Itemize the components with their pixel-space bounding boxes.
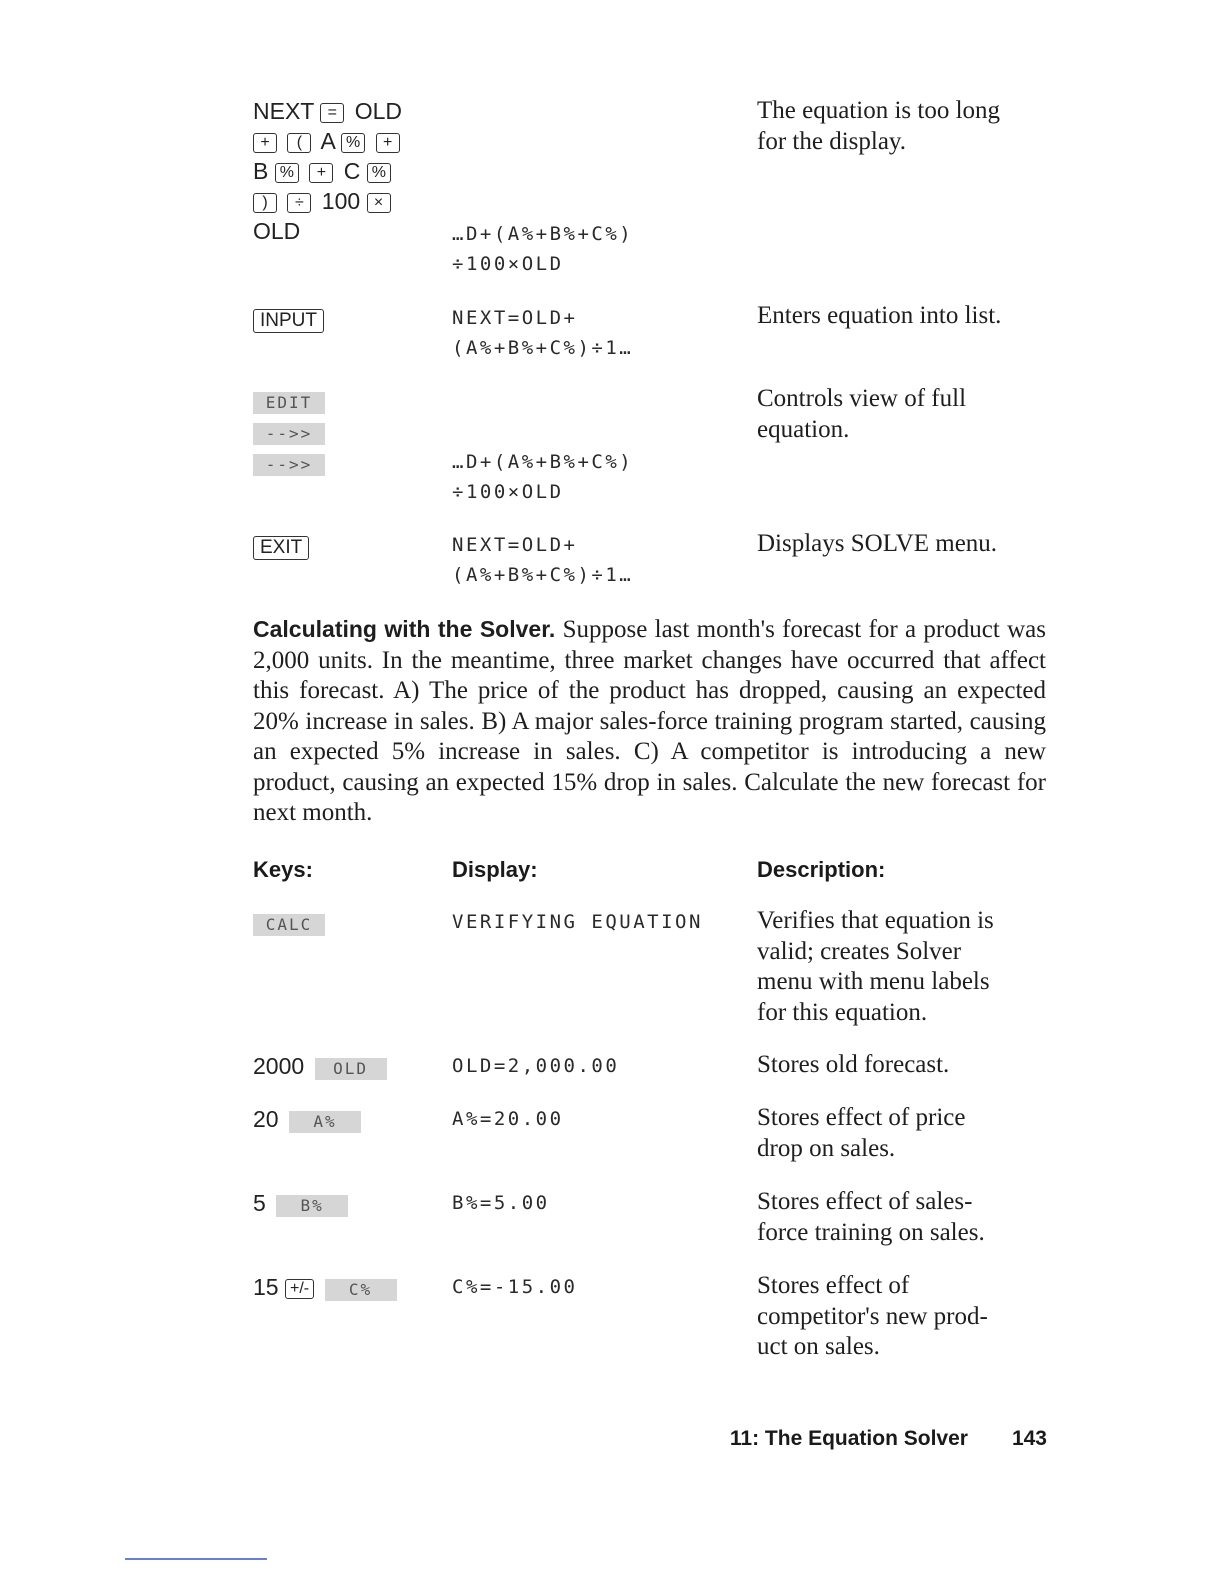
scroll-right-menu-key: -->> — [253, 423, 325, 445]
plus-key: + — [309, 163, 333, 183]
display-line: ÷100×OLD — [452, 481, 564, 503]
exit-row-display — [452, 530, 752, 590]
description-line: for the display. — [757, 127, 907, 155]
key-text: B — [253, 158, 269, 184]
key-text: C — [343, 158, 361, 184]
description-line: for this equation. — [757, 998, 928, 1026]
old-row-description — [757, 1050, 1052, 1081]
key-text: 5 — [253, 1190, 266, 1216]
key-text: NEXT — [253, 98, 314, 124]
a-row-display: A%=20.00 — [452, 1108, 564, 1130]
keys-header: Keys: — [253, 857, 313, 882]
edit-row-keys — [253, 388, 443, 481]
description-line: uct on sales. — [757, 1333, 880, 1360]
plus-key: + — [253, 133, 277, 153]
input-row-keys — [253, 303, 443, 333]
description-line: Stores effect of — [757, 1272, 910, 1299]
equals-key: = — [320, 103, 344, 123]
description-line: competitor's new prod- — [757, 1302, 988, 1330]
calc-row-display: VERIFYING EQUATION — [452, 911, 703, 933]
description-line: menu with menu labels — [757, 968, 990, 995]
c-row-keys — [253, 1272, 443, 1302]
scan-edge-line — [125, 1558, 267, 1560]
key-text: OLD — [354, 98, 403, 124]
b-percent-menu-key: B% — [276, 1195, 348, 1217]
key-text: 15 — [253, 1274, 279, 1300]
key-line-3 — [253, 156, 443, 186]
display-line: (A%+B%+C%)÷1… — [452, 564, 634, 586]
page-number: 143 — [1011, 1427, 1047, 1450]
percent-key: % — [341, 133, 365, 153]
exit-row-keys — [253, 530, 443, 560]
a-row-description — [757, 1103, 1052, 1164]
change-sign-key: +/- — [285, 1279, 314, 1299]
percent-key: % — [275, 163, 299, 183]
display-line: ÷100×OLD — [452, 253, 564, 275]
description — [757, 96, 1052, 157]
chapter-title: 11: The Equation Solver — [729, 1427, 968, 1450]
exit-key: EXIT — [253, 536, 309, 560]
divide-key: ÷ — [287, 193, 311, 213]
key-line-2 — [253, 126, 443, 156]
paragraph-heading: Calculating with the Solver. — [253, 616, 556, 642]
exit-row-description — [757, 529, 1052, 560]
edit-menu-key: EDIT — [253, 392, 325, 414]
description-line: Displays SOLVE menu. — [757, 530, 998, 557]
display-line: …D+(A%+B%+C%) — [452, 223, 634, 245]
description-line: Enters equation into list. — [757, 302, 1002, 329]
input-row-description — [757, 301, 1052, 332]
edit-row-description — [757, 384, 1052, 445]
percent-key: % — [367, 163, 391, 183]
b-row-description — [757, 1187, 1052, 1248]
description-line: Stores old forecast. — [757, 1051, 950, 1078]
key-line-1 — [253, 96, 443, 126]
description-line: Verifies that equation is — [757, 907, 994, 934]
a-row-keys — [253, 1104, 443, 1134]
calc-menu-key: CALC — [253, 914, 325, 936]
description-line: drop on sales. — [757, 1134, 896, 1162]
key-text: 20 — [253, 1106, 279, 1132]
description-line: Stores effect of sales- — [757, 1188, 973, 1215]
description-line: Stores effect of price — [757, 1104, 966, 1131]
plus-key: + — [376, 133, 400, 153]
key-text: 2000 — [253, 1053, 305, 1079]
multiply-key: × — [367, 193, 391, 213]
c-percent-menu-key: C% — [325, 1279, 397, 1301]
description-line: equation. — [757, 415, 850, 443]
input-row-display — [452, 303, 752, 363]
keystroke-sequence — [253, 96, 443, 246]
display-line: (A%+B%+C%)÷1… — [452, 337, 634, 359]
b-row-display: B%=5.00 — [452, 1192, 550, 1214]
display-line: …D+(A%+B%+C%) — [452, 451, 634, 473]
close-paren-key: ) — [253, 193, 277, 213]
display-readout — [452, 219, 752, 279]
description-line: The equation is too long — [757, 97, 1001, 124]
calc-row-keys — [253, 907, 443, 937]
paragraph-body: Suppose last month's forecast for a product was 2,000 units. In the meantime, three market changes have occurred that affect this forecast. A) The price of the product has dropped, causing an expected 20% increase in sales. B) A major sales-force training program started, causing an expected 5% increase in sales. C) A competitor is introducing a new product, causing an expected 15% drop in sales. Calculate the new forecast for next month. — [253, 616, 1046, 826]
description-header: Description: — [757, 857, 886, 882]
key-text: 100 — [321, 188, 361, 214]
b-row-keys — [253, 1188, 443, 1218]
input-key: INPUT — [253, 309, 324, 333]
calc-row-description — [757, 906, 1052, 1028]
description-line: Controls view of full — [757, 385, 967, 412]
open-paren-key: ( — [287, 133, 311, 153]
scroll-right-menu-key: -->> — [253, 454, 325, 476]
description-line: valid; creates Solver — [757, 937, 962, 965]
key-line-5: OLD — [253, 218, 301, 244]
old-menu-key: OLD — [315, 1058, 387, 1080]
c-row-description — [757, 1271, 1052, 1363]
old-row-display: OLD=2,000.00 — [452, 1055, 620, 1077]
c-row-display: C%=-15.00 — [452, 1276, 578, 1298]
solver-paragraph — [253, 614, 1046, 829]
key-line-4 — [253, 186, 443, 216]
display-line: NEXT=OLD+ — [452, 307, 578, 329]
display-line: NEXT=OLD+ — [452, 534, 578, 556]
display-header: Display: — [452, 857, 538, 882]
old-row-keys — [253, 1051, 443, 1081]
key-text: A — [320, 128, 335, 154]
page-footer — [600, 1424, 1047, 1454]
edit-row-display — [452, 447, 752, 507]
description-line: force training on sales. — [757, 1218, 985, 1246]
a-percent-menu-key: A% — [289, 1111, 361, 1133]
